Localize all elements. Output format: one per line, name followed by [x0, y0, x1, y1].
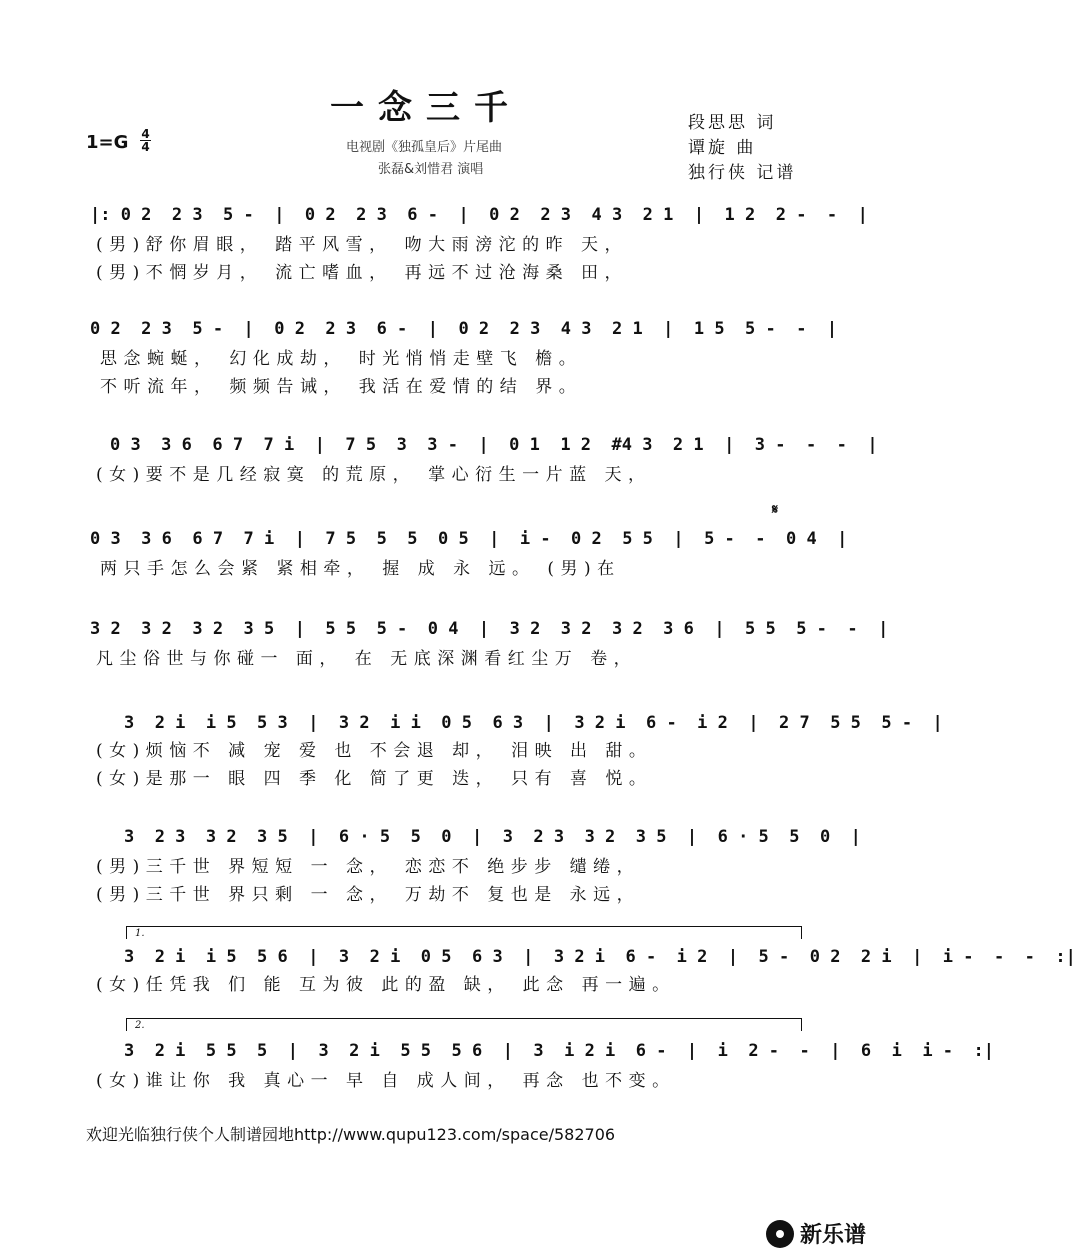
lyric-line: (女)是那一 眼 四 季 化 简了更 迭， 只有 喜 悦。: [96, 769, 653, 789]
lyric-line: (女)谁让你 我 真心一 早 自 成人间， 再念 也不变。: [96, 1071, 676, 1091]
composer-credit: 谭旋 曲: [688, 138, 757, 158]
notation-row-2: [84, 312, 838, 346]
lyric-line: (男)舒你眉眼， 踏平风雪， 吻大雨滂沱的昨 天，: [96, 235, 628, 255]
notation-text: 3 2 i i 5 5 3 | 3 2 i i 0 5 6 3 | 3 2 i 6 - i 2 | 2 7 5 5 5 - |: [124, 713, 943, 733]
notation-row-6: [84, 706, 943, 740]
notation-text: |: 0 2 2 3 5 - | 0 2 2 3 6 - | 0 2 2 3 4 3 2 1 | 1 2 2 - - |: [90, 205, 868, 225]
time-signature-bottom: 4: [141, 140, 150, 154]
lyricist-credit: 段思思 词: [688, 113, 777, 133]
notation-row-9: [84, 1034, 994, 1068]
performers: 张磊&刘惜君 演唱: [378, 162, 484, 177]
notation-text: 0 3 3 6 6 7 7 i | 7 5 5 5 0 5 | i - 0 2 5 5 | 5 - - 0 4 |: [90, 529, 848, 549]
time-signature: [140, 128, 151, 153]
notation-text: 3 2 i i 5 5 6 | 3 2 i 0 5 6 3 | 3 2 i 6 - i 2 | 5 - 0 2 2 i | i - - - :|: [124, 947, 1076, 967]
lyric-line: 思念蜿蜒， 幻化成劫， 时光悄悄走壁飞 檐。: [100, 349, 583, 369]
lyric-line: (男)不惘岁月， 流亡嗜血， 再远不过沧海桑 田，: [96, 263, 628, 283]
lyric-line: (男)三千世 界只剩 一 念， 万劫不 复也是 永远，: [96, 885, 641, 905]
notation-text: 3 2 3 3 2 3 5 | 6 · 5 5 0 | 3 2 3 3 2 3 5 | 6 · 5 5 0 |: [124, 827, 861, 847]
song-title: 一念三千: [330, 88, 522, 128]
vinyl-disc-icon: [766, 1220, 794, 1248]
key-signature: 1=G: [86, 132, 129, 153]
volta-number: 1.: [135, 928, 145, 939]
transcriber-credit: 独行侠 记谱: [688, 163, 797, 183]
footer-link[interactable]: 欢迎光临独行侠个人制谱园地http://www.qupu123.com/space/582706: [86, 1125, 616, 1144]
time-signature-top: 4: [141, 127, 150, 141]
notation-row-3: [84, 428, 878, 462]
lyric-line: (男)三千世 界短短 一 念， 恋恋不 绝步步 缱绻，: [96, 857, 641, 877]
notation-row-7: [84, 820, 861, 854]
brand-logo: [766, 1218, 866, 1249]
lyric-line: 不听流年， 频频告诫， 我活在爱情的结 界。: [100, 377, 583, 397]
volta-bracket-1: [126, 926, 802, 939]
logo-text: 新乐谱: [800, 1223, 867, 1248]
lyric-line: (女)烦恼不 减 宠 爱 也 不会退 却， 泪映 出 甜。: [96, 741, 653, 761]
notation-row-1: [84, 198, 868, 232]
lyric-line: 两只手怎么会紧 紧相牵， 握 成 永 远。 (男)在: [100, 559, 621, 579]
lyric-line: 凡尘俗世与你碰一 面， 在 无底深渊看红尘万 卷，: [96, 649, 638, 669]
volta-bracket-2: [126, 1018, 802, 1031]
notation-text: 0 3 3 6 6 7 7 i | 7 5 3 3 - | 0 1 1 2 #4 3 2 1 | 3 - - - |: [110, 435, 878, 455]
notation-text: 3 2 3 2 3 2 3 5 | 5 5 5 - 0 4 | 3 2 3 2 3 2 3 6 | 5 5 5 - - |: [90, 619, 889, 639]
subtitle: 电视剧《独孤皇后》片尾曲: [346, 140, 503, 155]
lyric-line: (女)要不是几经寂寞 的荒原， 掌心衍生一片蓝 天，: [96, 465, 652, 485]
notation-row-5: [84, 612, 889, 646]
volta-number: 2.: [135, 1020, 145, 1031]
notation-text: 0 2 2 3 5 - | 0 2 2 3 6 - | 0 2 2 3 4 3 2 1 | 1 5 5 - - |: [90, 319, 838, 339]
segno-sign: 𝄋: [772, 502, 779, 518]
notation-text: 3 2 i 5 5 5 | 3 2 i 5 5 5 6 | 3 i 2 i 6 - | i 2 - - | 6 i i - :|: [124, 1041, 994, 1061]
notation-row-8: [84, 940, 1076, 974]
lyric-line: (女)任凭我 们 能 互为彼 此的盈 缺， 此念 再一遍。: [96, 975, 676, 995]
notation-row-4: [84, 522, 848, 556]
